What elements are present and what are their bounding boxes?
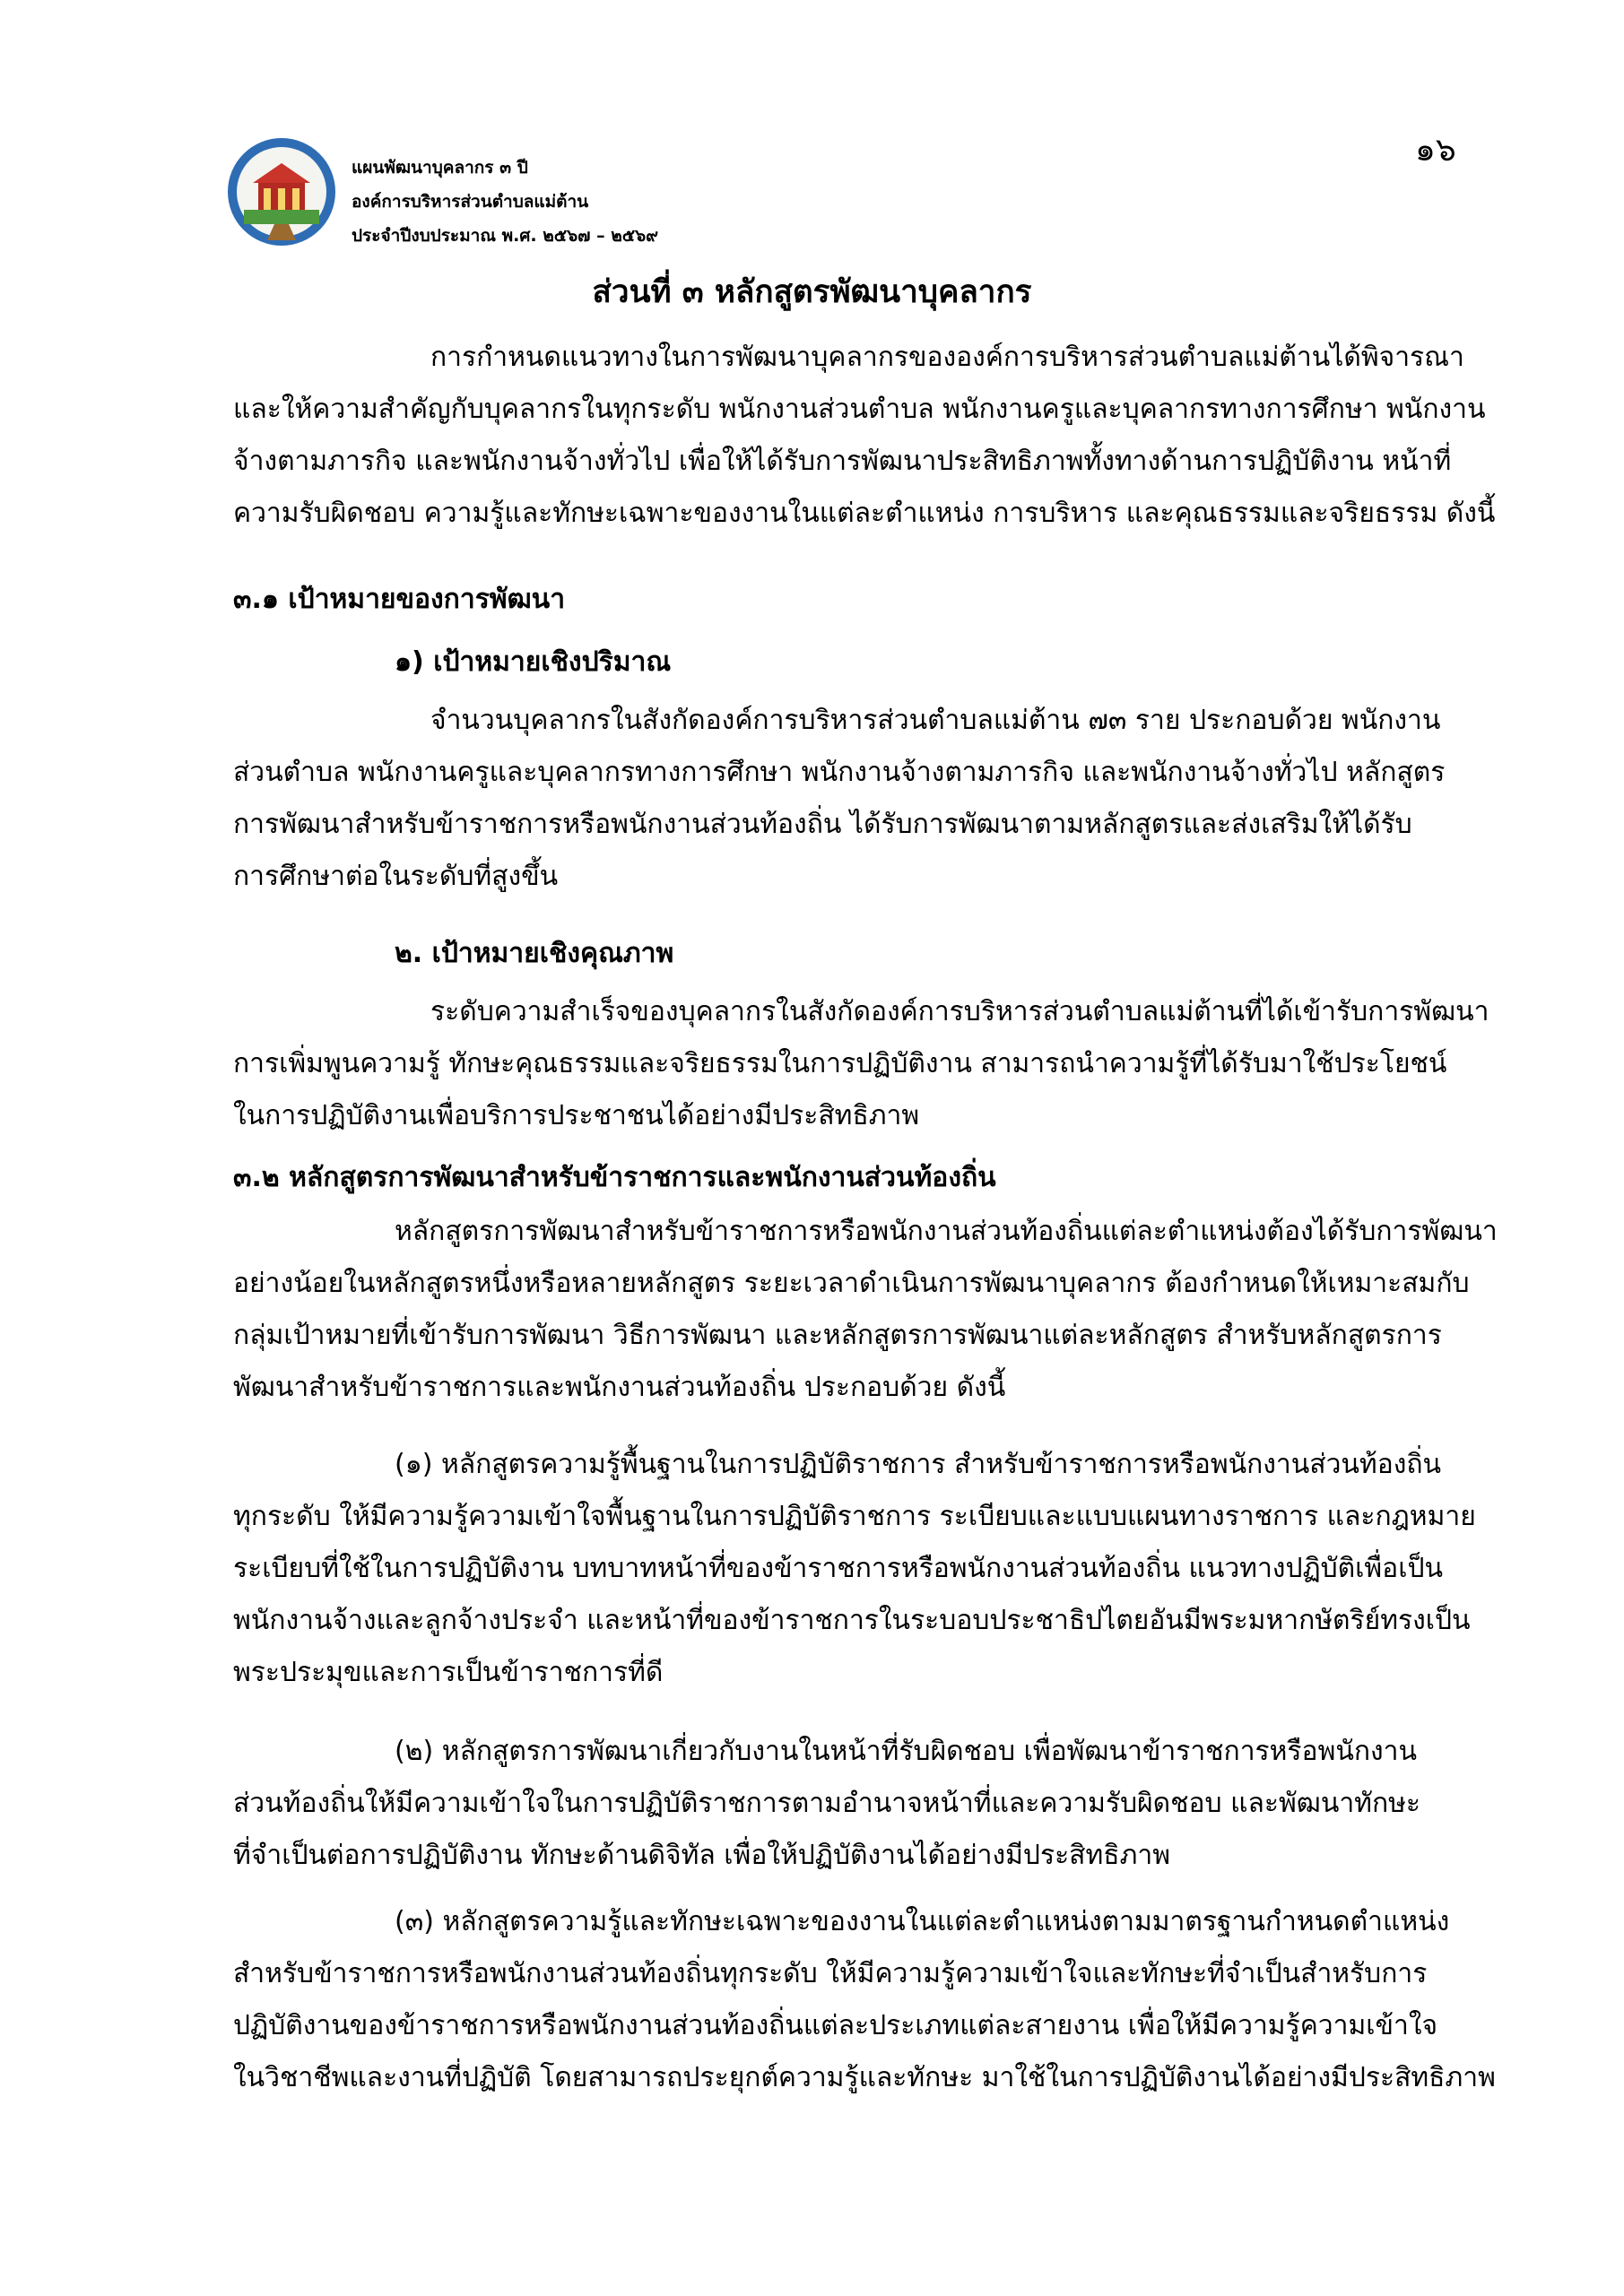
organization-seal-logo	[226, 136, 337, 247]
course-item-2	[233, 1726, 1471, 1882]
paragraph-line: ส่วนท้องถิ่นให้มีความเข้าใจในการปฏิบัติราชการตามอำนาจหน้าที่และความรับผิดชอบ และพัฒนาทักษะ	[233, 1788, 1421, 1819]
paragraph-line: อย่างน้อยในหลักสูตรหนึ่งหรือหลายหลักสูตร ระยะเวลาดำเนินการพัฒนาบุคลากร ต้องกำหนดให้เหมาะสมกับ	[233, 1268, 1470, 1299]
paragraph-line: การกำหนดแนวทางในการพัฒนาบุคลากรขององค์การบริหารส่วนตำบลแม่ต้านได้พิจารณา	[430, 342, 1464, 373]
paragraph-line: (๓) หลักสูตรความรู้และทักษะเฉพาะของงานในแต่ละตำแหน่งตามมาตรฐานกำหนดตำแหน่ง	[395, 1906, 1450, 1937]
course-item-1	[233, 1439, 1476, 1699]
section-3-2-intro	[233, 1206, 1498, 1414]
paragraph-line: จ้างตามภารกิจ และพนักงานจ้างทั่วไป เพื่อให้ได้รับการพัฒนาประสิทธิภาพทั้งทางด้านการปฏิบัติงาน หน้าที่	[233, 446, 1452, 477]
paragraph-line: การเพิ่มพูนความรู้ ทักษะคุณธรรมและจริยธรรมในการปฏิบัติงาน สามารถนำความรู้ที่ได้รับมาใช้ประโยชน์	[233, 1048, 1447, 1079]
paragraph-line: และให้ความสำคัญกับบุคลากรในทุกระดับ พนักงานส่วนตำบล พนักงานครูและบุคลากรทางการศึกษา พนักงาน	[233, 394, 1486, 425]
paragraph-line: พัฒนาสำหรับข้าราชการและพนักงานส่วนท้องถิ่น ประกอบด้วย ดังนี้	[233, 1372, 1006, 1403]
paragraph-line: (๑) หลักสูตรความรู้พื้นฐานในการปฏิบัติราชการ สำหรับข้าราชการหรือพนักงานส่วนท้องถิ่น	[395, 1449, 1442, 1480]
quantitative-goal-text	[233, 695, 1471, 903]
paragraph-line: หลักสูตรการพัฒนาสำหรับข้าราชการหรือพนักงานส่วนท้องถิ่นแต่ละตำแหน่งต้องได้รับการพัฒนา	[395, 1216, 1498, 1247]
paragraph-line: ในวิชาชีพและงานที่ปฏิบัติ โดยสามารถประยุกต์ความรู้และทักษะ มาใช้ในการปฏิบัติงานได้อย่างมีประสิทธิภาพ	[233, 2062, 1496, 2093]
page-number: ๑๖	[1415, 132, 1456, 169]
paragraph-line: ส่วนตำบล พนักงานครูและบุคลากรทางการศึกษา พนักงานจ้างตามภารกิจ และพนักงานจ้างทั่วไป หลักสูตร	[233, 757, 1446, 788]
header-line-fiscal-year: ประจำปีงบประมาณ พ.ศ. ๒๕๖๗ – ๒๕๖๙	[352, 226, 659, 246]
paragraph-line: สำหรับข้าราชการหรือพนักงานส่วนท้องถิ่นทุกระดับ ให้มีความรู้ความเข้าใจและทักษะที่จำเป็นสำหรับการ	[233, 1958, 1428, 1989]
section-3-2-heading: ๓.๒ หลักสูตรการพัฒนาสำหรับข้าราชการและพนักงานส่วนท้องถิ่น	[233, 1162, 996, 1193]
paragraph-line: พนักงานจ้างและลูกจ้างประจำ และหน้าที่ของข้าราชการในระบอบประชาธิปไตยอันมีพระมหากษัตริย์ทรงเป็น	[233, 1605, 1471, 1636]
course-item-3	[233, 1896, 1496, 2104]
document-header	[352, 151, 658, 253]
paragraph-line: (๒) หลักสูตรการพัฒนาเกี่ยวกับงานในหน้าที่รับผิดชอบ เพื่อพัฒนาข้าราชการหรือพนักงาน	[395, 1736, 1418, 1767]
section-title: ส่วนที่ ๓ หลักสูตรพัฒนาบุคลากร	[592, 274, 1032, 310]
paragraph-line: ทุกระดับ ให้มีความรู้ความเข้าใจพื้นฐานในการปฏิบัติราชการ ระเบียบและแบบแผนทางราชการ และกฎหมาย	[233, 1501, 1476, 1532]
paragraph-line: กลุ่มเป้าหมายที่เข้ารับการพัฒนา วิธีการพัฒนา และหลักสูตรการพัฒนาแต่ละหลักสูตร สำหรับหลักสูตรการ	[233, 1320, 1442, 1351]
section-3-1-heading: ๓.๑ เป้าหมายของการพัฒนา	[233, 584, 566, 615]
paragraph-line: การศึกษาต่อในระดับที่สูงขึ้น	[233, 861, 559, 892]
paragraph-line: ระดับความสำเร็จของบุคลากรในสังกัดองค์การบริหารส่วนตำบลแม่ต้านที่ได้เข้ารับการพัฒนา	[430, 996, 1489, 1027]
header-line-plan: แผนพัฒนาบุคลากร ๓ ปี	[352, 158, 528, 178]
intro-paragraph	[233, 332, 1496, 540]
paragraph-line: ความรับผิดชอบ ความรู้และทักษะเฉพาะของงานในแต่ละตำแหน่ง การบริหาร และคุณธรรมและจริยธรรม ดังนี้	[233, 498, 1496, 529]
quantitative-goal-heading: ๑) เป้าหมายเชิงปริมาณ	[395, 646, 672, 678]
paragraph-line: ในการปฏิบัติงานเพื่อบริการประชาชนได้อย่างมีประสิทธิภาพ	[233, 1100, 920, 1131]
qualitative-goal-text	[233, 986, 1489, 1142]
paragraph-line: พระประมุขและการเป็นข้าราชการที่ดี	[233, 1657, 664, 1688]
paragraph-line: ที่จำเป็นต่อการปฏิบัติงาน ทักษะด้านดิจิทัล เพื่อให้ปฏิบัติงานได้อย่างมีประสิทธิภาพ	[233, 1840, 1170, 1871]
paragraph-line: ปฏิบัติงานของข้าราชการหรือพนักงานส่วนท้องถิ่นแต่ละประเภทแต่ละสายงาน เพื่อให้มีความรู้ความเข้าใจ	[233, 2010, 1438, 2041]
qualitative-goal-heading: ๒. เป้าหมายเชิงคุณภาพ	[395, 938, 674, 969]
paragraph-line: จำนวนบุคลากรในสังกัดองค์การบริหารส่วนตำบลแม่ต้าน ๗๓ ราย ประกอบด้วย พนักงาน	[430, 705, 1441, 736]
paragraph-line: ระเบียบที่ใช้ในการปฏิบัติงาน บทบาทหน้าที่ของข้าราชการหรือพนักงานส่วนท้องถิ่น แนวทางปฏิบัติเพื่อเป็น	[233, 1553, 1444, 1584]
paragraph-line: การพัฒนาสำหรับข้าราชการหรือพนักงานส่วนท้องถิ่น ได้รับการพัฒนาตามหลักสูตรและส่งเสริมให้ได้รับ	[233, 809, 1412, 840]
header-line-organization: องค์การบริหารส่วนตำบลแม่ต้าน	[352, 192, 589, 212]
